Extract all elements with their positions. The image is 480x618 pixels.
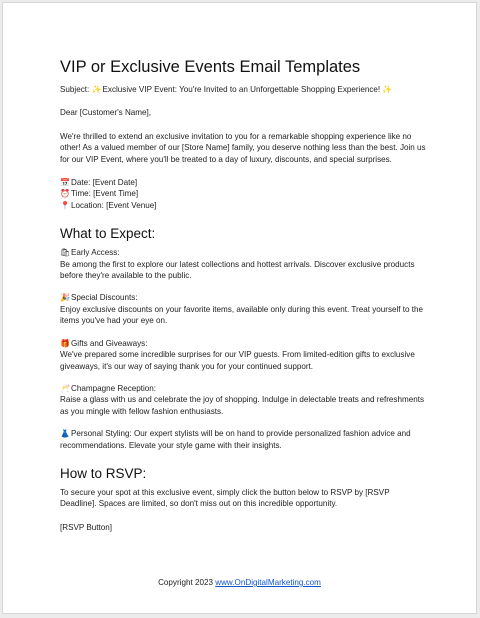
personal-styling: 👗Personal Styling: Our expert stylists will be on hand to provide personalized fashion advice and recommendations. Elevate your style game with their insights. [60, 429, 411, 450]
subject-prefix: Subject: [60, 85, 90, 94]
expect-item-title: Early Access: [71, 248, 120, 258]
copyright-text: Copyright 2023 [158, 578, 213, 587]
page-title: VIP or Exclusive Events Email Templates [60, 58, 361, 76]
subject-text: Exclusive VIP Event: You're Invited to an Unforgettable Shopping Experience! [102, 85, 381, 94]
rsvp-button-placeholder: [RSVP Button] [60, 522, 113, 532]
expect-item-champagne [60, 383, 428, 417]
footer [3, 577, 476, 588]
rsvp-heading: How to RSVP: [60, 465, 147, 481]
document-page [2, 2, 477, 614]
document-content [60, 57, 428, 533]
intro-paragraph: We're thrilled to extend an exclusive invitation to you for a remarkable shopping experience like no other! As a valued member of our [Store Name] family, you deserve nothing less than the best. Join us for our VIP Event, where you'll be treated to a day of luxury, discounts, and special surprises. [60, 131, 426, 164]
expect-item-gifts [60, 338, 428, 372]
rsvp-paragraph: To secure your spot at this exclusive event, simply click the button below to RSVP by [RSVP Deadline]. Spaces are limited, so don't miss out on this incredible opportunity. [60, 487, 390, 509]
detail-time: ⏰Time: [Event Time] [60, 189, 139, 199]
event-details [60, 177, 428, 211]
subject-line [60, 84, 428, 95]
clinking-glasses-icon: 🥂 [60, 383, 70, 393]
sparkles-icon: ✨ [91, 85, 102, 94]
expect-item-early-access [60, 247, 428, 281]
alarm-clock-icon: ⏰ [60, 189, 70, 199]
detail-location: 📍Location: [Event Venue] [60, 200, 157, 210]
expect-item-body: We've prepared some incredible surprises for our VIP guests. From limited-edition gifts to exclusive giveaways, it's our way of saying thank you for your continued support. [60, 350, 415, 371]
expect-item-body: Raise a glass with us and celebrate the joy of shopping. Indulge in delectable treats and refreshments as you mingle with fellow fashion enthusiasts. [60, 395, 424, 416]
expect-item-title: Special Discounts: [71, 293, 138, 303]
expect-item-body: Be among the first to explore our latest collections and hottest arrivals. Discover exclusive products before they're available to the public. [60, 259, 415, 281]
expect-item-special-discounts [60, 292, 428, 326]
dress-icon: 👗 [60, 429, 70, 439]
expect-item-title: Champagne Reception: [71, 383, 157, 393]
expect-item-title: Gifts and Giveaways: [71, 338, 148, 348]
greeting: Dear [Customer's Name], [60, 108, 152, 118]
expect-item-body: Enjoy exclusive discounts on your favorite items, available only during this event. Treat yourself to the items you've had your eye on. [60, 304, 424, 326]
sparkles-icon: ✨ [382, 85, 393, 94]
location-pin-icon: 📍 [60, 200, 70, 210]
detail-date: 📅Date: [Event Date] [60, 178, 138, 188]
party-popper-icon: 🎉 [60, 293, 70, 303]
calendar-icon: 📅 [60, 178, 70, 188]
shopping-bags-icon: 🛍 [60, 248, 71, 258]
expect-heading: What to Expect: [60, 226, 156, 242]
website-link[interactable]: www.OnDigitalMarketing.com [215, 578, 321, 587]
gift-icon: 🎁 [60, 338, 70, 348]
